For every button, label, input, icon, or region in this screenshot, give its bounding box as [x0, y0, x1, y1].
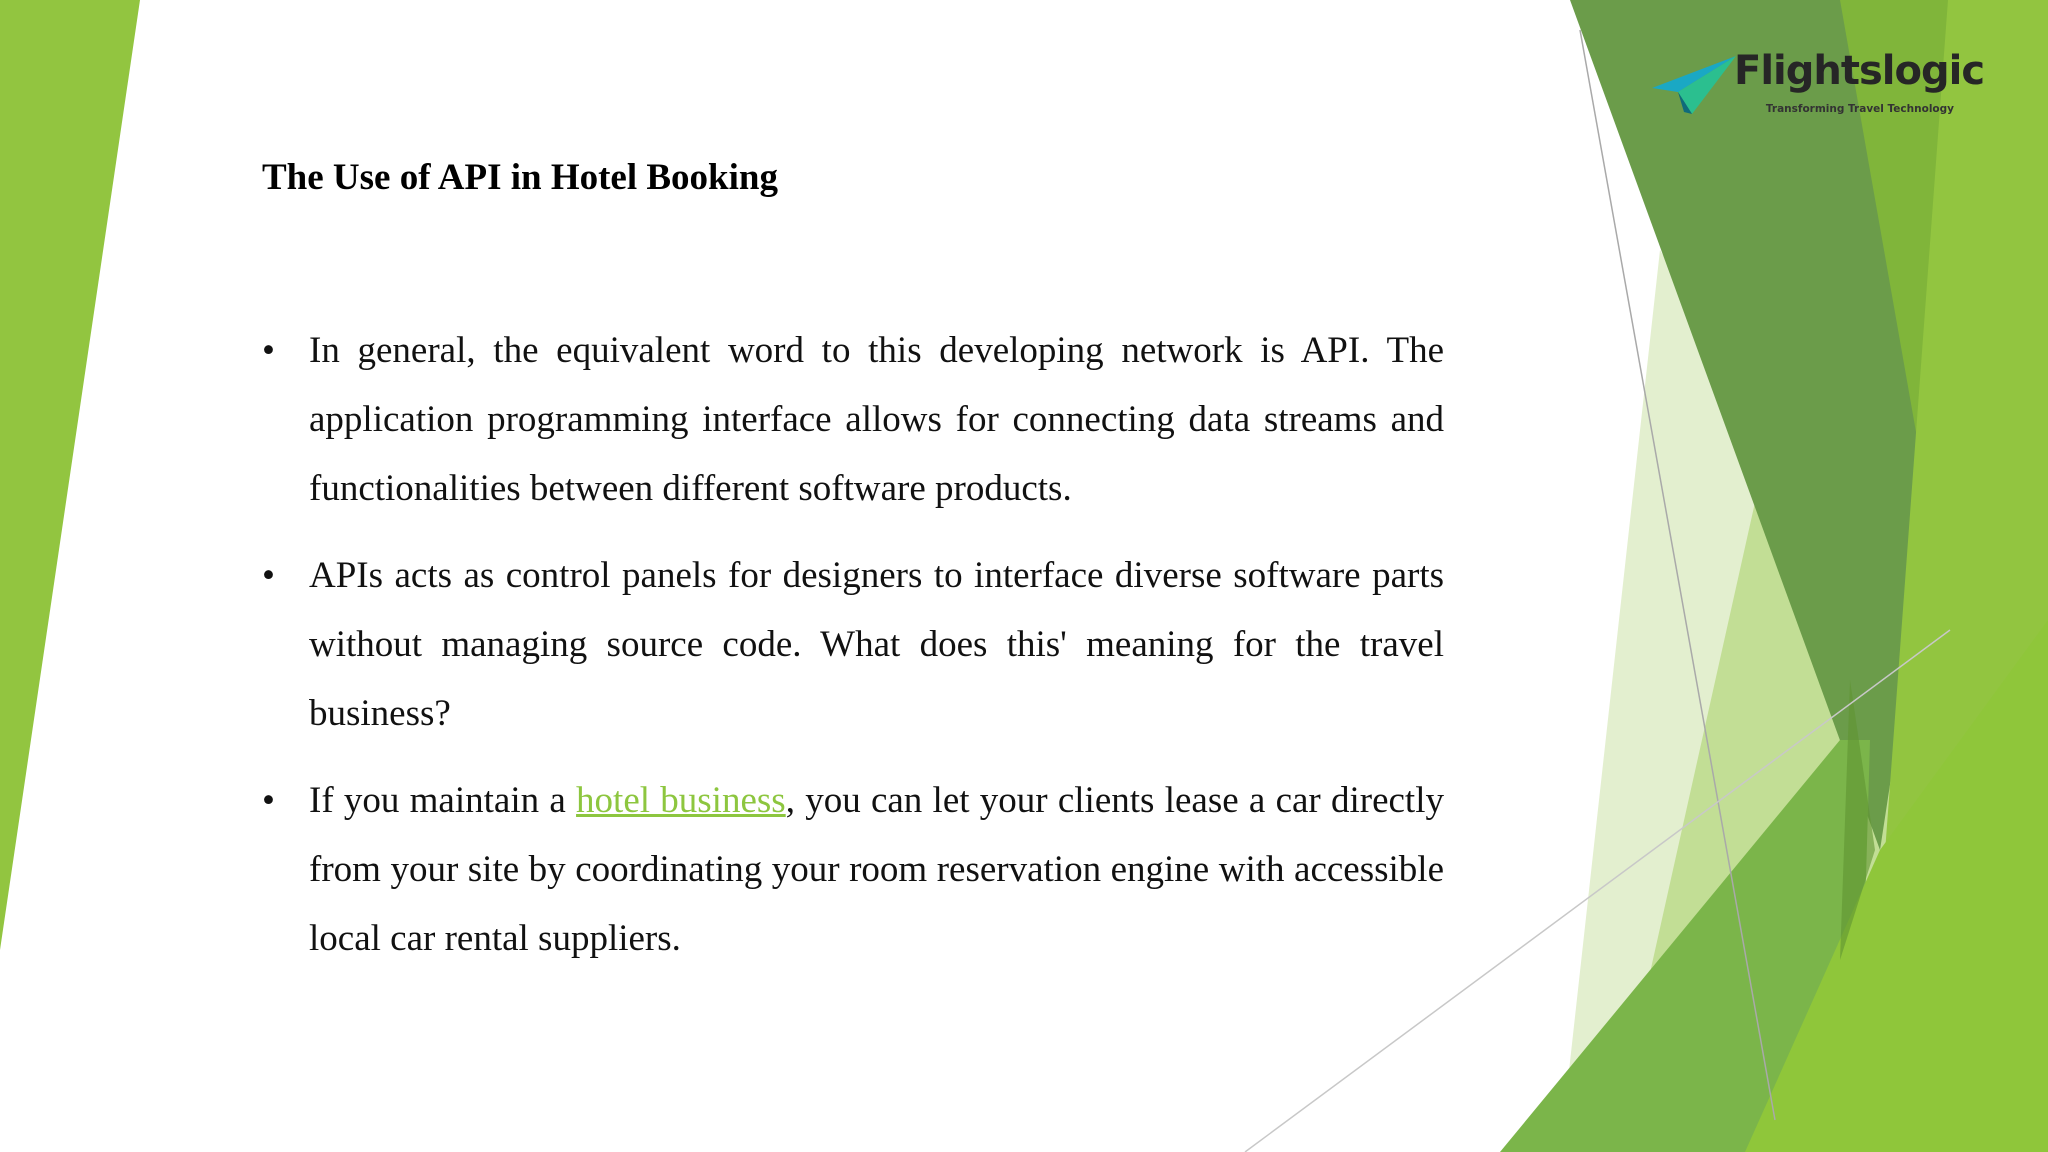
bullet-item — [262, 316, 1444, 523]
bullet-dot: • — [262, 330, 275, 371]
hotel-business-link[interactable]: hotel business — [576, 780, 786, 821]
slide-title: The Use of API in Hotel Booking — [262, 157, 778, 198]
bullet-dot: • — [262, 780, 275, 821]
left-green-wedge — [0, 0, 140, 950]
paper-plane-icon — [1648, 54, 1738, 116]
bullet-text: APIs acts as control panels for designers to interface diverse software parts without managing source code. What does this' meaning for the travel business? — [309, 555, 1444, 734]
bullet-dot: • — [262, 555, 275, 596]
bullet-list — [262, 316, 1444, 991]
bullet-text-before-link: If you maintain a — [309, 780, 577, 821]
bullet-text-after-link: , you can let your clients lease a car directly from your site by coordinating your room reservation engine with accessible local car rental suppliers. — [309, 780, 1444, 959]
logo-name: Flightslogic — [1734, 48, 1985, 94]
bullet-text: In general, the equivalent word to this developing network is API. The application programming interface allows for connecting data streams and functionalities between different software products. — [309, 330, 1444, 509]
company-logo — [1648, 48, 1985, 120]
logo-tagline: Transforming Travel Technology — [1765, 103, 1954, 115]
bullet-item — [262, 541, 1444, 748]
bullet-item — [262, 766, 1444, 973]
